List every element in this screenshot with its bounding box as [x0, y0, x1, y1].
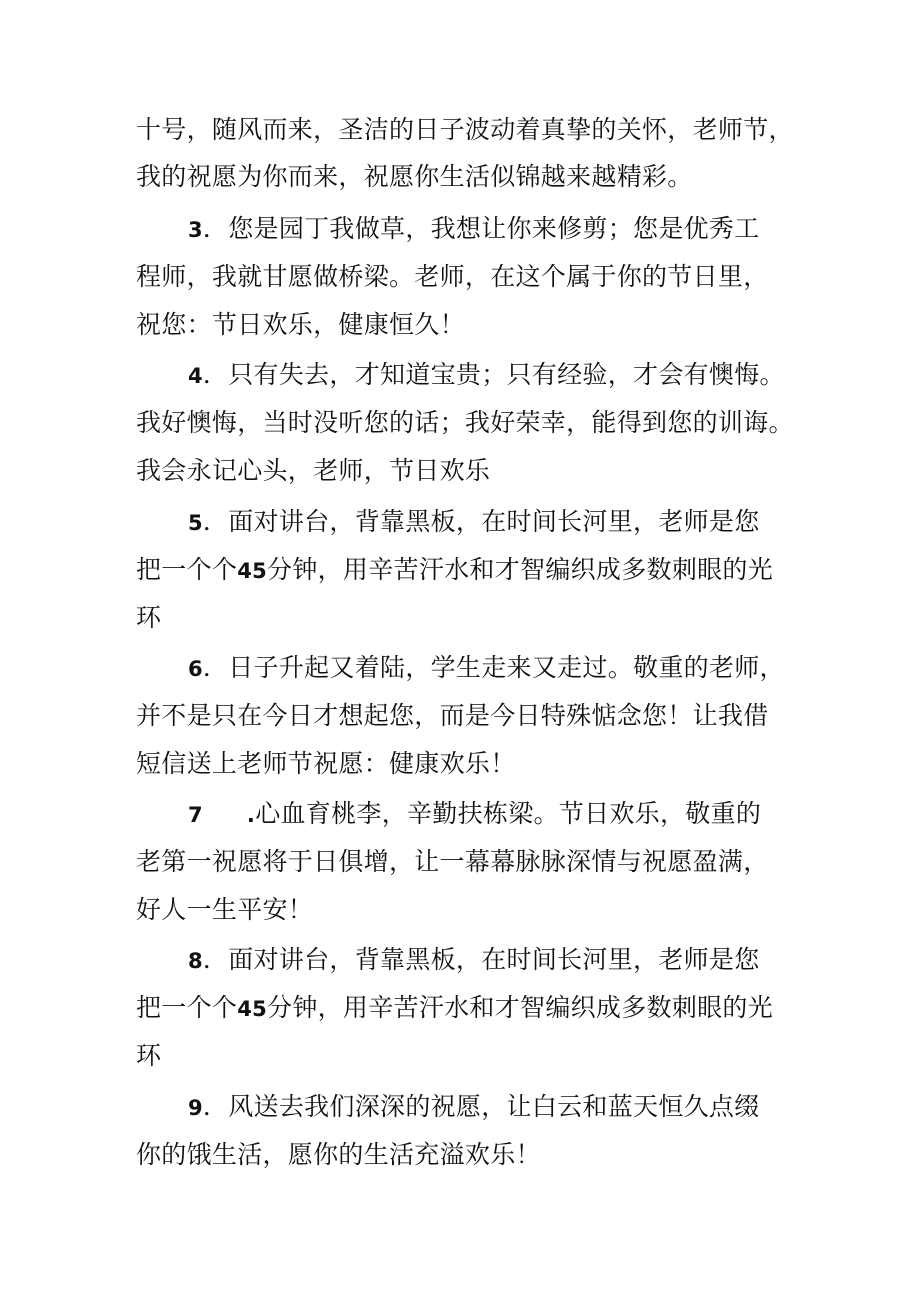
item-separator: ．	[202, 653, 229, 682]
item-number: 5	[188, 511, 203, 535]
list-item-4	[188, 357, 785, 394]
list-item-6	[188, 650, 785, 687]
item-number: 8	[188, 949, 203, 973]
paragraph-line: 面对讲台，背靠黑板，在时间长河里，老师是您	[228, 945, 760, 974]
paragraph-line: 心血育桃李，辛勤扶栋梁。节日欢乐，敬重的	[255, 799, 762, 828]
item-separator: ．	[202, 507, 229, 536]
item-separator: ．	[202, 214, 229, 243]
item-number: 6	[188, 657, 203, 681]
list-item-3	[188, 211, 760, 248]
text-segment: 分钟，用辛苦汗水和才智编织成多数刺眼的光	[267, 555, 774, 584]
paragraph-line: 你的饿生活，愿你的生活充溢欢乐！	[136, 1140, 541, 1169]
paragraph-line	[136, 990, 773, 1027]
list-item-8	[188, 942, 760, 979]
paragraph-line: 祝您：节日欢乐，健康恒久！	[136, 310, 465, 339]
paragraph-line: 十号，随风而来，圣洁的日子波动着真挚的关怀，老师节，	[136, 115, 794, 144]
paragraph-line: 您是园丁我做草，我想让你来修剪；您是优秀工	[228, 214, 760, 243]
paragraph-line	[136, 552, 773, 589]
item-number: 9	[188, 1096, 203, 1120]
item-separator: ．	[202, 1092, 229, 1121]
paragraph-line: 我的祝愿为你而来，祝愿你生活似锦越来越精彩。	[136, 162, 693, 191]
paragraph-line: 我会永记心头，老师，节日欢乐	[136, 456, 491, 485]
paragraph-line: 我好懊悔，当时没听您的话；我好荣幸，能得到您的训诲。	[136, 408, 794, 437]
paragraph-line: 程师，我就甘愿做桥梁。老师，在这个属于你的节日里，	[136, 262, 769, 291]
list-item-7	[188, 796, 761, 833]
paragraph-line: 只有失去，才知道宝贵；只有经验，才会有懊悔。	[228, 360, 785, 389]
text-segment: 把一个个	[136, 555, 238, 584]
item-separator: .	[246, 803, 256, 827]
inline-number: 45	[237, 997, 268, 1021]
paragraph-line: 环	[136, 603, 162, 632]
paragraph-line: 短信送上老师节祝愿：健康欢乐！	[136, 749, 516, 778]
text-segment: 分钟，用辛苦汗水和才智编织成多数刺眼的光	[267, 993, 774, 1022]
paragraph-line: 面对讲台，背靠黑板，在时间长河里，老师是您	[228, 507, 760, 536]
item-number: 4	[188, 364, 203, 388]
paragraph-line: 老第一祝愿将于日俱增，让一幕幕脉脉深情与祝愿盈满，	[136, 847, 769, 876]
paragraph-line: 好人一生平安！	[136, 895, 314, 924]
inline-number: 45	[237, 559, 268, 583]
text-segment: 把一个个	[136, 993, 238, 1022]
item-separator: ．	[202, 945, 229, 974]
paragraph-line: 风送去我们深深的祝愿，让白云和蓝天恒久点缀	[228, 1092, 760, 1121]
item-separator: ．	[202, 360, 229, 389]
paragraph-line: 日子升起又着陆，学生走来又走过。敬重的老师，	[228, 653, 785, 682]
item-number: 3	[188, 218, 203, 242]
item-number: 7	[188, 803, 203, 827]
paragraph-line: 并不是只在今日才想起您，而是今日特殊惦念您！让我借	[136, 701, 769, 730]
paragraph-line: 环	[136, 1041, 162, 1070]
list-item-5	[188, 504, 760, 541]
list-item-9	[188, 1089, 760, 1126]
